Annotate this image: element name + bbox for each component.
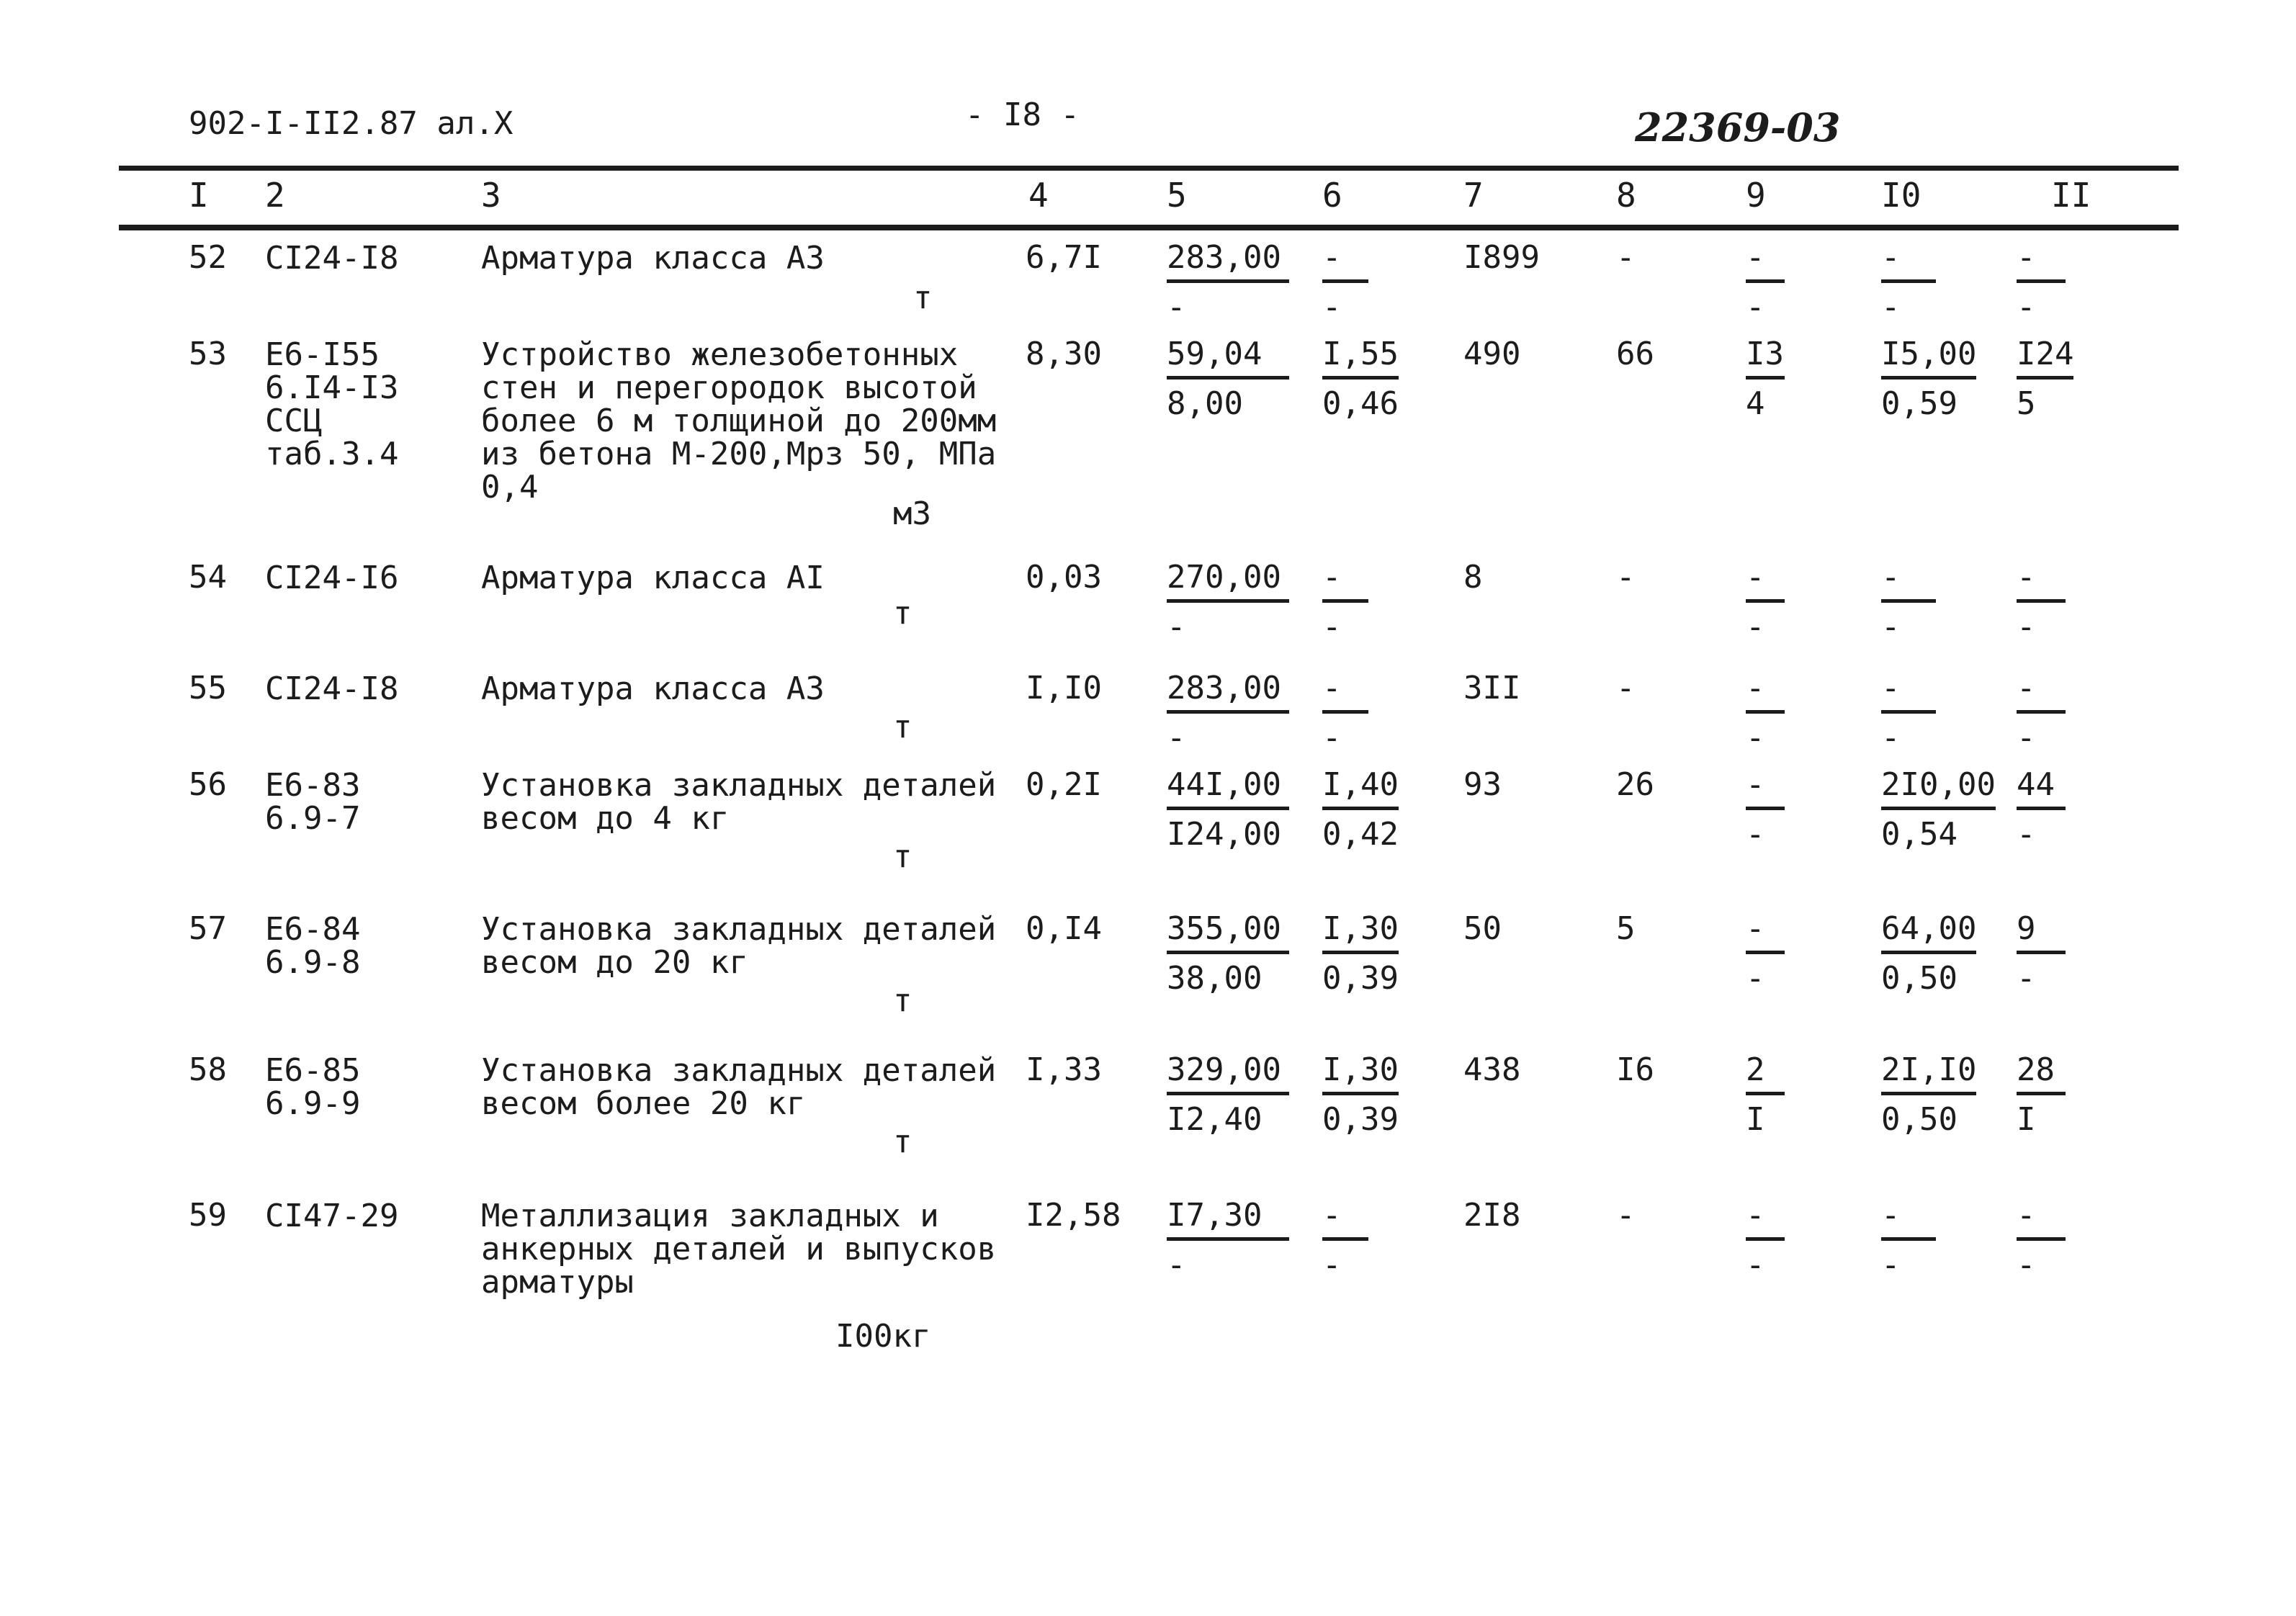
labor-per-unit-denominator: 0,59: [1881, 385, 1958, 422]
labor-per-unit: [1881, 239, 1936, 326]
work-description: Устройство железобетонных стен и перегородок высотой более 6 м толщиной до 200мм из бетона М-200,Мрз 50, МПа 0,4: [481, 336, 997, 506]
labor-total-numerator: 44: [2017, 769, 2066, 810]
measure-unit: т: [893, 982, 912, 1019]
labor-per-unit-numerator: -: [1881, 242, 1936, 283]
quantity: 0,03: [1026, 559, 1102, 596]
machine-cost-denominator: -: [1322, 289, 1342, 326]
measure-unit: I00кг: [835, 1318, 931, 1355]
machine-total: [1746, 766, 1785, 853]
col-header-9: 9: [1746, 176, 1766, 215]
measure-unit: т: [913, 279, 933, 316]
measure-unit: т: [893, 595, 912, 632]
labor-total-denominator: I: [2017, 1101, 2036, 1138]
col-header-5: 5: [1167, 176, 1187, 215]
machine-cost: [1322, 1197, 1368, 1283]
unit-cost: [1167, 338, 1289, 420]
machine-total-denominator: 4: [1746, 385, 1765, 422]
labor-per-unit: [1881, 559, 1936, 645]
unit-cost-numerator: 355,00: [1167, 913, 1289, 954]
labor-per-unit-denominator: -: [1881, 609, 1901, 645]
machine-cost-denominator: -: [1322, 609, 1342, 645]
labor-total: [2017, 670, 2066, 756]
machine-cost: [1322, 910, 1399, 997]
labor-per-unit: [1881, 1051, 1977, 1138]
machine-total: [1746, 910, 1785, 997]
machine-total-numerator: -: [1746, 562, 1785, 603]
wage-total: -: [1616, 239, 1636, 276]
labor-per-unit: [1881, 338, 1976, 420]
machine-cost-numerator: I,30: [1322, 1054, 1399, 1095]
labor-per-unit-denominator: 0,50: [1881, 960, 1958, 997]
wage-total: 26: [1616, 766, 1654, 803]
labor-total-numerator: 9: [2017, 913, 2066, 954]
total-cost: 438: [1463, 1051, 1521, 1088]
machine-total: [1746, 338, 1785, 420]
labor-per-unit: [1881, 766, 1996, 853]
row-number: 56: [189, 766, 227, 803]
machine-cost-denominator: 0,46: [1322, 385, 1399, 422]
work-description: Установка закладных деталей весом более 20 кг: [481, 1052, 997, 1122]
labor-per-unit: [1881, 910, 1977, 997]
machine-cost-numerator: I,30: [1322, 913, 1399, 954]
total-cost: I899: [1463, 239, 1540, 276]
wage-total: -: [1616, 670, 1636, 706]
machine-cost-numerator: I,40: [1322, 769, 1399, 810]
norm-code: CI24-I8: [265, 670, 399, 707]
norm-code: Е6-83 6.9-7: [265, 767, 361, 837]
machine-total: [1746, 239, 1785, 326]
unit-cost-denominator: -: [1167, 719, 1186, 756]
norm-code: CI24-I8: [265, 240, 399, 277]
work-description: Арматура класса АI: [481, 560, 825, 596]
labor-per-unit: [1881, 1197, 1936, 1283]
norm-code: Е6-84 6.9-8: [265, 911, 361, 981]
labor-per-unit-numerator: I5,00: [1881, 338, 1976, 380]
unit-cost-numerator: I7,30: [1167, 1200, 1289, 1241]
row-number: 57: [189, 910, 227, 947]
machine-cost-numerator: -: [1322, 673, 1368, 714]
unit-cost-denominator: -: [1167, 609, 1186, 645]
table-top-rule: [119, 166, 2179, 171]
labor-total: [2017, 1197, 2066, 1283]
unit-cost-numerator: 329,00: [1167, 1054, 1289, 1095]
labor-total: [2017, 338, 2073, 420]
col-header-2: 2: [265, 176, 285, 215]
wage-total: -: [1616, 1197, 1636, 1234]
machine-total-numerator: I3: [1746, 338, 1785, 380]
col-header-4: 4: [1028, 176, 1049, 215]
table-header-rule: [119, 225, 2179, 230]
row-number: 59: [189, 1197, 227, 1234]
machine-cost: [1322, 559, 1368, 645]
album-number: 22369-03: [1635, 104, 1841, 151]
machine-total: [1746, 559, 1785, 645]
quantity: 8,30: [1026, 336, 1102, 372]
unit-cost: [1167, 1197, 1289, 1283]
unit-cost: [1167, 559, 1289, 645]
labor-total: [2017, 766, 2066, 853]
machine-cost: [1322, 670, 1368, 756]
machine-total-denominator: -: [1746, 289, 1765, 326]
wage-total: I6: [1616, 1051, 1654, 1088]
machine-cost-denominator: -: [1322, 719, 1342, 756]
machine-cost-denominator: -: [1322, 1247, 1342, 1283]
machine-cost-numerator: -: [1322, 562, 1368, 603]
labor-total-numerator: -: [2017, 1200, 2066, 1241]
labor-total: [2017, 239, 2066, 326]
unit-cost-numerator: 283,00: [1167, 242, 1289, 283]
labor-per-unit-denominator: 0,54: [1881, 816, 1958, 853]
unit-cost-denominator: 8,00: [1167, 385, 1243, 422]
quantity: 6,7I: [1026, 239, 1102, 276]
quantity: I2,58: [1026, 1197, 1121, 1234]
row-number: 58: [189, 1051, 227, 1088]
labor-total-numerator: I24: [2017, 338, 2073, 380]
labor-per-unit-denominator: -: [1881, 289, 1901, 326]
machine-total: [1746, 1051, 1785, 1138]
labor-total-denominator: -: [2017, 719, 2036, 756]
labor-per-unit-denominator: 0,50: [1881, 1101, 1958, 1138]
total-cost: 8: [1463, 559, 1483, 596]
work-description: Установка закладных деталей весом до 4 кг: [481, 767, 997, 837]
page-number: - I8 -: [965, 96, 1080, 133]
labor-per-unit: [1881, 670, 1936, 756]
wage-total: 66: [1616, 336, 1654, 372]
unit-cost-numerator: 59,04: [1167, 338, 1289, 380]
row-number: 55: [189, 670, 227, 706]
total-cost: 490: [1463, 336, 1521, 372]
machine-cost-numerator: -: [1322, 1200, 1368, 1241]
labor-per-unit-denominator: -: [1881, 1247, 1901, 1283]
labor-total: [2017, 559, 2066, 645]
unit-cost-denominator: -: [1167, 289, 1186, 326]
machine-cost-denominator: 0,39: [1322, 1101, 1399, 1138]
machine-total: [1746, 1197, 1785, 1283]
col-header-1: I: [189, 176, 209, 215]
quantity: I,33: [1026, 1051, 1102, 1088]
machine-cost: [1322, 766, 1399, 853]
labor-total-denominator: -: [2017, 960, 2036, 997]
unit-cost: [1167, 670, 1289, 756]
total-cost: 3II: [1463, 670, 1521, 706]
machine-cost-denominator: 0,42: [1322, 816, 1399, 853]
labor-per-unit-numerator: -: [1881, 673, 1936, 714]
total-cost: 50: [1463, 910, 1502, 947]
machine-total-numerator: -: [1746, 242, 1785, 283]
labor-total-denominator: -: [2017, 816, 2036, 853]
document-code: 902-I-II2.87 ал.X: [189, 105, 514, 142]
machine-cost: [1322, 239, 1368, 326]
unit-cost-numerator: 44I,00: [1167, 769, 1289, 810]
col-header-10: I0: [1881, 176, 1921, 215]
work-description: Металлизация закладных и анкерных деталей и выпусков арматуры: [481, 1198, 997, 1301]
machine-total-numerator: -: [1746, 1200, 1785, 1241]
norm-code: Е6-85 6.9-9: [265, 1052, 361, 1122]
labor-total-denominator: -: [2017, 1247, 2036, 1283]
machine-cost-numerator: I,55: [1322, 338, 1399, 380]
col-header-3: 3: [481, 176, 501, 215]
total-cost: 93: [1463, 766, 1502, 803]
machine-total-denominator: I: [1746, 1101, 1765, 1138]
row-number: 53: [189, 336, 227, 372]
labor-per-unit-numerator: -: [1881, 1200, 1936, 1241]
machine-total-numerator: 2: [1746, 1054, 1785, 1095]
wage-total: 5: [1616, 910, 1636, 947]
wage-total: -: [1616, 559, 1636, 596]
labor-total-numerator: -: [2017, 562, 2066, 603]
unit-cost: [1167, 239, 1289, 326]
col-header-6: 6: [1322, 176, 1342, 215]
machine-cost: [1322, 338, 1399, 420]
unit-cost-denominator: -: [1167, 1247, 1186, 1283]
quantity: 0,2I: [1026, 766, 1102, 803]
total-cost: 2I8: [1463, 1197, 1521, 1234]
measure-unit: м3: [893, 495, 931, 532]
measure-unit: т: [893, 838, 912, 875]
col-header-8: 8: [1616, 176, 1636, 215]
work-description: Установка закладных деталей весом до 20 кг: [481, 911, 997, 981]
machine-cost-numerator: -: [1322, 242, 1368, 283]
col-header-11: II: [2051, 176, 2091, 215]
measure-unit: т: [893, 709, 912, 745]
labor-per-unit-numerator: 64,00: [1881, 913, 1976, 954]
machine-total-numerator: -: [1746, 769, 1785, 810]
machine-cost: [1322, 1051, 1399, 1138]
labor-total: [2017, 1051, 2066, 1138]
work-description: Арматура класса А3: [481, 240, 825, 277]
machine-cost-denominator: 0,39: [1322, 960, 1399, 997]
labor-per-unit-denominator: -: [1881, 719, 1901, 756]
labor-total-denominator: 5: [2017, 385, 2036, 422]
machine-total: [1746, 670, 1785, 756]
unit-cost-denominator: I24,00: [1167, 816, 1281, 853]
measure-unit: т: [893, 1123, 912, 1160]
machine-total-denominator: -: [1746, 719, 1765, 756]
machine-total-numerator: -: [1746, 673, 1785, 714]
machine-total-denominator: -: [1746, 1247, 1765, 1283]
labor-total-numerator: -: [2017, 242, 2066, 283]
machine-total-numerator: -: [1746, 913, 1785, 954]
machine-total-denominator: -: [1746, 609, 1765, 645]
norm-code: Е6-I55 6.I4-I3 ССЦ таб.3.4: [265, 336, 399, 472]
labor-total-denominator: -: [2017, 289, 2036, 326]
norm-code: CI47-29: [265, 1198, 399, 1234]
labor-total-numerator: -: [2017, 673, 2066, 714]
unit-cost: [1167, 766, 1289, 853]
row-number: 54: [189, 559, 227, 596]
labor-per-unit-numerator: 2I,I0: [1881, 1054, 1976, 1095]
unit-cost-denominator: 38,00: [1167, 960, 1263, 997]
row-number: 52: [189, 239, 227, 276]
norm-code: CI24-I6: [265, 560, 399, 596]
quantity: I,I0: [1026, 670, 1102, 706]
unit-cost: [1167, 1051, 1289, 1138]
labor-per-unit-numerator: -: [1881, 562, 1936, 603]
unit-cost: [1167, 910, 1289, 997]
unit-cost-numerator: 270,00: [1167, 562, 1289, 603]
machine-total-denominator: -: [1746, 816, 1765, 853]
labor-total-numerator: 28: [2017, 1054, 2066, 1095]
col-header-7: 7: [1463, 176, 1484, 215]
work-description: Арматура класса А3: [481, 670, 825, 707]
labor-per-unit-numerator: 2I0,00: [1881, 769, 1996, 810]
machine-total-denominator: -: [1746, 960, 1765, 997]
unit-cost-denominator: I2,40: [1167, 1101, 1263, 1138]
quantity: 0,I4: [1026, 910, 1102, 947]
labor-total-denominator: -: [2017, 609, 2036, 645]
unit-cost-numerator: 283,00: [1167, 673, 1289, 714]
labor-total: [2017, 910, 2066, 997]
